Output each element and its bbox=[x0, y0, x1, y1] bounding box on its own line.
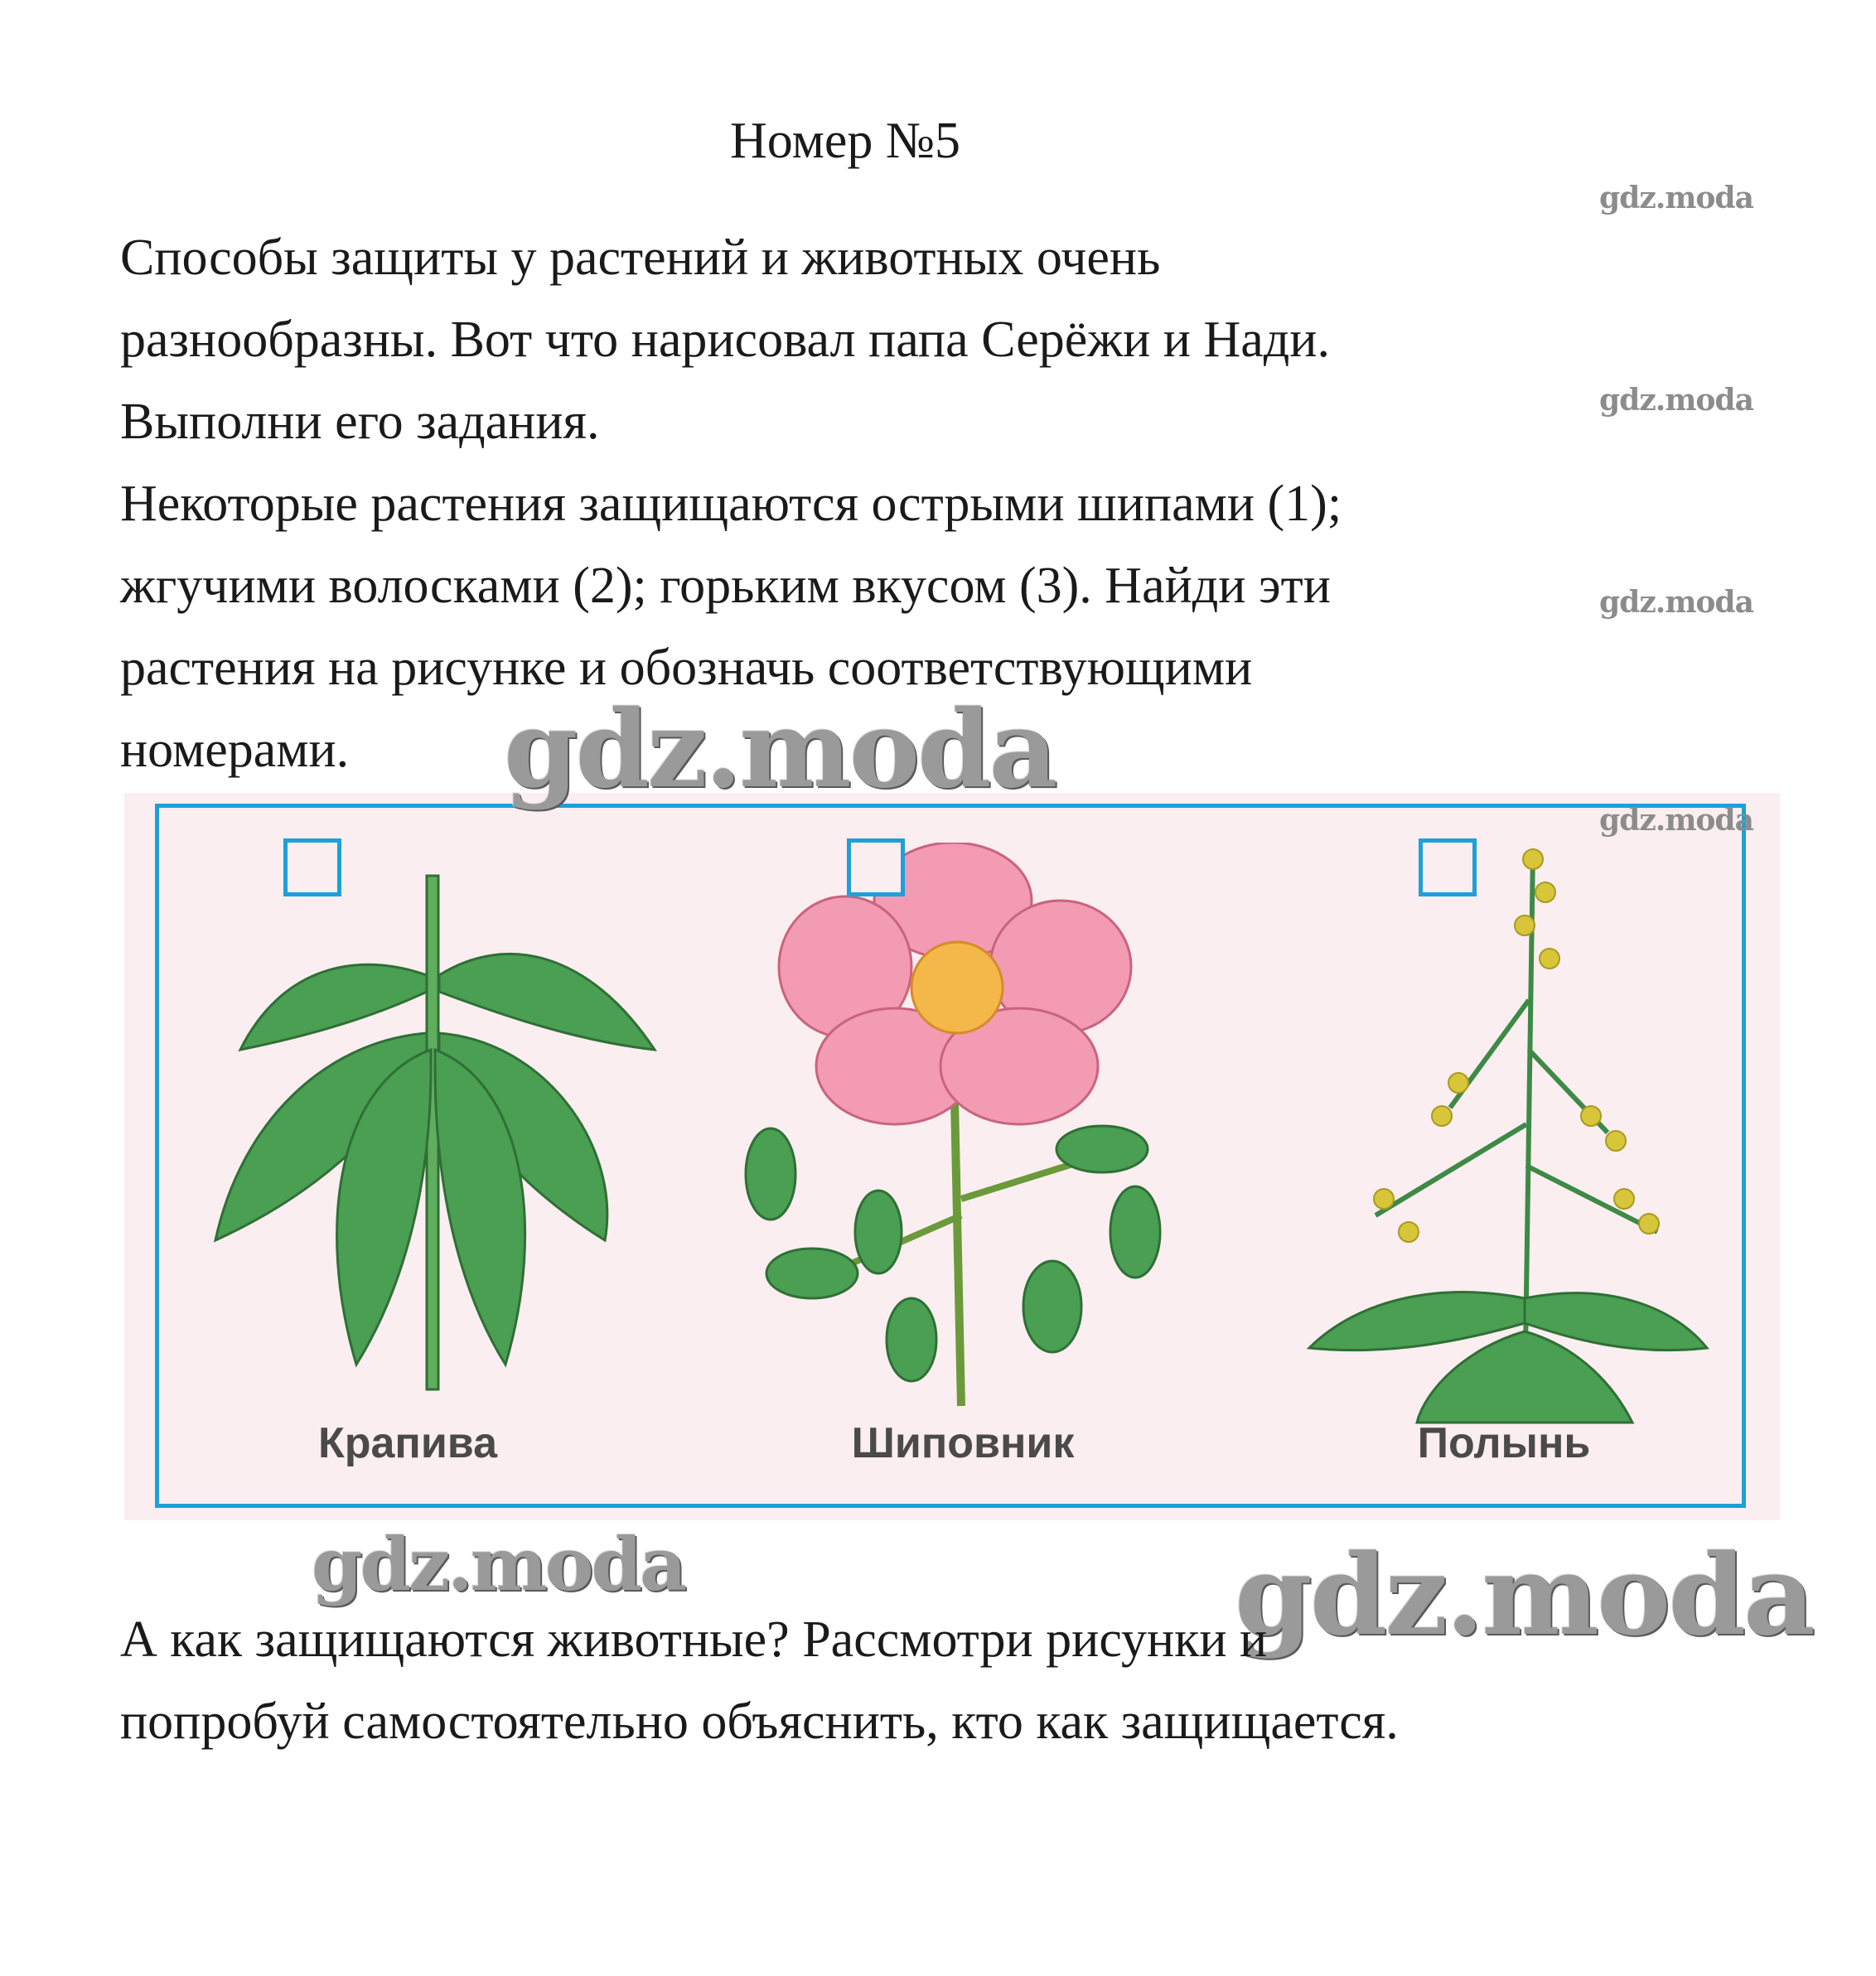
text-line: растения на рисунке и обозначь соответствующими bbox=[120, 640, 1253, 696]
text-line: Выполни его задания. bbox=[120, 394, 600, 450]
text-line: разнообразны. Вот что нарисовал папа Серёжи и Нади. bbox=[120, 312, 1330, 368]
watermark-large: gdz.moda bbox=[1235, 1529, 1813, 1660]
rosehip-icon bbox=[704, 843, 1218, 1423]
intro-paragraph bbox=[120, 217, 1529, 463]
plant-label-rosehip: Шиповник bbox=[851, 1419, 1075, 1467]
nettle-icon bbox=[191, 851, 771, 1447]
wormwood-icon bbox=[1260, 834, 1724, 1431]
text-line: попробуй самостоятельно объяснить, кто как защищается. bbox=[120, 1693, 1399, 1750]
watermark-small: gdz.moda bbox=[1599, 181, 1753, 215]
text-line: Некоторые растения защищаются острыми шипами (1); bbox=[120, 476, 1342, 532]
text-line: Способы защиты у растений и животных очень bbox=[120, 229, 1161, 286]
page-title: Номер №5 bbox=[729, 113, 960, 169]
text-line: жгучими волосками (2); горьким вкусом (3). Найди эти bbox=[120, 558, 1331, 614]
watermark-large: gdz.moda bbox=[504, 688, 1056, 812]
answer-box-nettle[interactable] bbox=[283, 838, 341, 896]
watermark-small: gdz.moda bbox=[1599, 585, 1753, 620]
plant-label-wormwood: Полынь bbox=[1417, 1419, 1591, 1467]
answer-box-rosehip[interactable] bbox=[847, 838, 905, 896]
plants-figure bbox=[124, 793, 1780, 1520]
plant-label-nettle: Крапива bbox=[318, 1419, 497, 1467]
watermark-small: gdz.moda bbox=[1599, 803, 1753, 838]
watermark-large: gdz.moda bbox=[312, 1521, 685, 1607]
watermark-small: gdz.moda bbox=[1599, 383, 1753, 418]
text-line: номерами. bbox=[120, 722, 350, 778]
question-paragraph bbox=[120, 1599, 1695, 1763]
text-line: А как защищаются животные? Рассмотри рисунки и bbox=[120, 1611, 1268, 1668]
answer-box-wormwood[interactable] bbox=[1419, 838, 1477, 896]
